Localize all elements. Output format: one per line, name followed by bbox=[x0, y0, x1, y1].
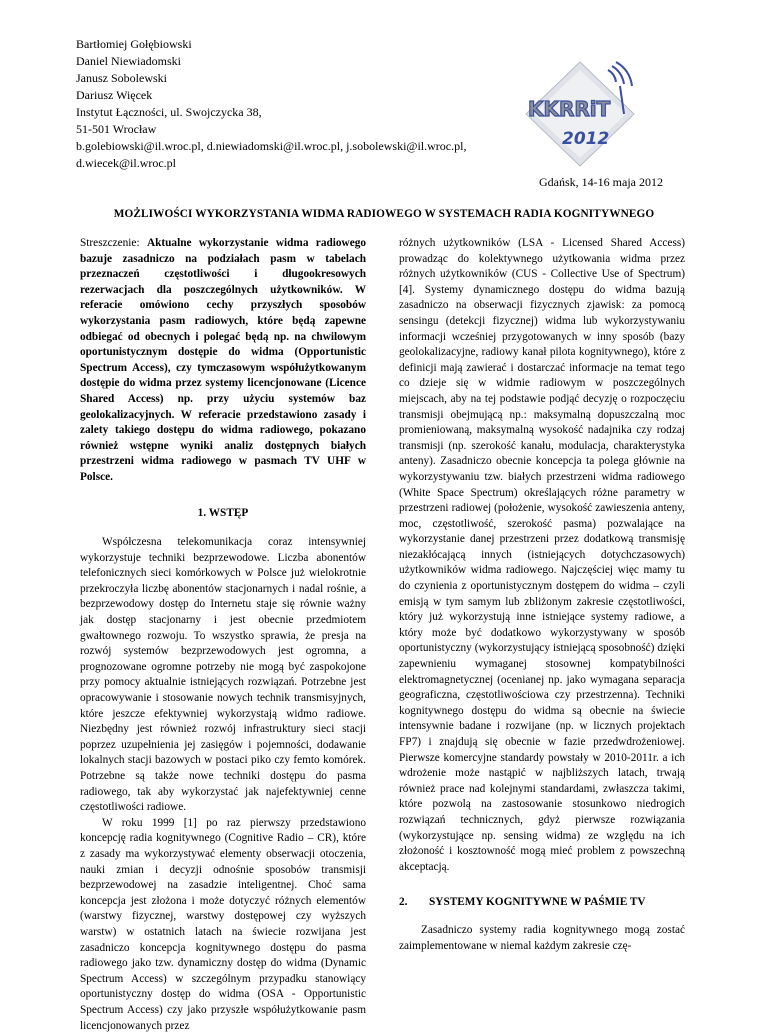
section-number: 2. bbox=[399, 896, 408, 909]
right-column bbox=[399, 236, 685, 954]
section-heading-intro: 1. WSTĘP bbox=[197, 506, 249, 519]
email-line: b.golebiowski@il.wroc.pl, d.niewiadomski@il.wroc.pl, j.sobolewski@il.wroc.pl, bbox=[76, 139, 467, 153]
body-paragraph: W roku 1999 [1] po raz pierwszy przedstawiono koncepcję radia kognitywnego (Cognitive Radio – CR), które z zasady ma wykorzystywać elementy obserwacji otoczenia, nauki zmian i decyzji odnośnie sposobów transmisji bezprzewodowej na zasadzie inteligentnej. Choć sama koncepcja jest złożona i może dotyczyć różnych elementów (warstwy fizycznej, warstwy dostępowej czy wyższych warstw) w ostatnich latach na świecie rozwijana jest zasadniczo koncepcja kognitywnego dostępu do pasma radiowego jako tzw. dynamiczny dostęp do widma (Dynamic Spectrum Access) w szczególnym przypadku stanowiący oportunistyczny dostęp do widma (OSA - Opportunistic Spectrum Access) czy jako przyszłe współużytkowanie pasm licencjonowanych przez bbox=[80, 816, 366, 1032]
author-line: Dariusz Więcek bbox=[76, 88, 153, 102]
logo-year: 2012 bbox=[562, 129, 610, 149]
abstract-label: Streszczenie bbox=[80, 237, 137, 249]
conference-logo-graphic bbox=[520, 56, 640, 172]
author-line: Janusz Sobolewski bbox=[76, 71, 167, 85]
author-block bbox=[76, 36, 466, 172]
body-paragraph: Zasadniczo systemy radia kognitywnego mogą zostać zaimplementowane w niemal każdym zakresie czę- bbox=[399, 923, 685, 952]
body-paragraph: różnych użytkowników (LSA - Licensed Shared Access) prowadząc do kolektywnego użytkowania widma przez różnych użytkowników (CUS - Collective Use of Spectrum) [4]. Systemy dynamicznego dostępu do widma bazują zasadniczo na obserwacji fizycznych zjawisk: za pomocą sensingu (detekcji fizycznej) widma lub wykorzystywaniu informacji wcześniej przygotowanych w inny sposób (bazy geolokalizacyjne, radiowy kanał pilota kognitywnego), które z definicji mają zawierać i dostarczać informacje na temat tego co dzieje się w widmie radiowym w poszczególnych miejscach, aby na tej podstawie podjąć decyzję o rozpoczęciu transmisji obejmującą np.: maksymalną dopuszczalną moc promieniowaną, maksymalną wysokość nadajnika czy rodzaj transmisji (np. szerokość kanału, modulacja, charakterystyka anteny). Zasadniczo obecnie koncepcja ta polega głównie na wykorzystywaniu tzw. białych przestrzeni widma radiowego (White Space Spectrum) określających różne parametry w przestrzeni radiowej (położenie, wysokość zawieszenia anteny, moc, częstotliwość, szerokość pasma) pozwalające na wykorzystanie danej przestrzeni przez dodatkową transmisję niezakłócającą innych (istniejących dotychczasowych) użytkowników widma radiowego. Najczęściej więc mamy tu do czynienia z oportunistycznym dostępem do widma – czyli emisją w tym samym lub zbliżonym zakresie częstotliwości, który już wykorzystują inne istniejące systemy radiowe, a który może być dodatkowo wykorzystywany w sposób oportunistyczny (wykorzystujący istniejącą sposobność) dzięki zapewnieniu wymaganej stosownej kompatybilności elektromagnetycznej (ocenianej np. jako wymagana separacja geograficzna, częstotliwościowa czy przestrzenna). Techniki kognitywnego dostępu do widma są obecnie na świecie intensywnie badane i rozwijane (np. w licznych projektach FP7) i znajdują się obecnie w fazie przedwdrożeniowej. Pierwsze komercyjne standardy powstały w 2010-2011r. a ich wdrożenie może nastąpić w najbliższych latach, trwają również prace nad kolejnymi standardami, zwłaszcza takimi, które pozwolą na zastosowanie stosunkowo niedrogich rozwiązań technicznych, gdyż pierwsze rozwiązania (wykorzystujące np. sensing widma) ze względu na ich złożoność i kosztowność mogą mieć problem z powszechną akceptacją. bbox=[399, 237, 685, 873]
author-line: Bartłomiej Gołębiowski bbox=[76, 37, 192, 51]
paper-title: MOŻLIWOŚCI WYKORZYSTANIA WIDMA RADIOWEGO W SYSTEMACH RADIA KOGNITYWNEGO bbox=[113, 208, 655, 220]
affiliation-line: Instytut Łączności, ul. Swojczycka 38, bbox=[76, 105, 262, 119]
logo-acronym: KKRRiT bbox=[528, 97, 611, 121]
author-line: Daniel Niewiadomski bbox=[76, 54, 181, 68]
section-heading-2 bbox=[399, 895, 685, 911]
body-paragraph: Współczesna telekomunikacja coraz intensywniej wykorzystuje techniki bezprzewodowe. Liczba abonentów telefonicznych sieci komórkowych w Polsce już wielokrotnie przekroczyła liczbę abonentów stacjonarnych i nadal rośnie, a bezprzewodowy dostęp do Internetu staje się równie ważny jak dostęp stacjonarny i jest obecnie przedmiotem gwałtownego rozwoju. To wszystko sprawia, że presja na rozwój systemów bezprzewodowych jest ogromna, a prognozowane ogromne potrzeby nie mogą być zaspokojone przy pomocy aktualnie istniejących rozwiązań. Potrzebne jest opracowywanie i stosowanie nowych technik transmisyjnych, które jeszcze efektywniej wykorzystają widmo radiowe. Niezbędny jest również rozwój infrastruktury sieci stacji poprzez uzupełnienia jej zasięgów i pojemności, dodawanie lokalnych stacji bazowych w postaci piko czy femto komórek. Potrzebne są także nowe techniki dostępu do pasma radiowego, tak aby wykorzystać jak najefektywniej cenne częstotliwości radiowe. bbox=[80, 536, 366, 814]
abstract: Streszczenie: Aktualne wykorzystanie widma radiowego bazuje zasadniczo na podziałach pasm w tabelach przeznaczeń częstotliwości i długookresowych rezerwacjach dla poszczególnych użytkowników. W referacie omówiono cechy przyszłych sposobów wykorzystania pasm radiowych, które będą zapewne odbiegać od obecnych i polegać będą np. na chwilowym oportunistycznym dostępie do widma (Opportunistic Spectrum Access), czy tymczasowym współużytkowanym dostępie do widma przez systemy licencjonowane (Licence Shared Access) np. przy użyciu systemów baz geolokalizacyjnych. W referacie przedstawiono zasady i zalety takiego dostępu do widma radiowego, pokazano również wstępne wyniki analiz dostępnych białych przestrzeni widma radiowego w pasmach TV UHF w Polsce. bbox=[80, 237, 367, 483]
abstract-text: Aktualne wykorzystanie widma radiowego bazuje zasadniczo na podziałach pasm w tabelach przeznaczeń częstotliwości i długookresowych rezerwacjach dla poszczególnych użytkowników. W referacie omówiono cechy przyszłych sposobów wykorzystania pasm radiowych, które będą zapewne odbiegać od obecnych i polegać będą np. na chwilowym oportunistycznym dostępie do widma (Opportunistic Spectrum Access), czy tymczasowym współużytkowanym dostępie do widma przez systemy licencjonowane (Licence Shared Access) np. przy użyciu systemów baz geolokalizacyjnych. W referacie przedstawiono zasady i zalety takiego dostępu do widma radiowego, pokazano również wstępne wyniki analiz dostępnych białych przestrzeni widma radiowego w pasmach TV UHF w Polsce. bbox=[80, 237, 367, 483]
section-title: SYSTEMY KOGNITYWNE W PAŚMIE TV bbox=[429, 896, 646, 909]
conference-logo bbox=[520, 56, 640, 172]
affiliation-line: 51-501 Wrocław bbox=[76, 122, 157, 136]
email-line: d.wiecek@il.wroc.pl bbox=[76, 156, 177, 170]
conference-place-date: Gdańsk, 14-16 maja 2012 bbox=[539, 175, 663, 189]
left-column bbox=[80, 236, 366, 1034]
